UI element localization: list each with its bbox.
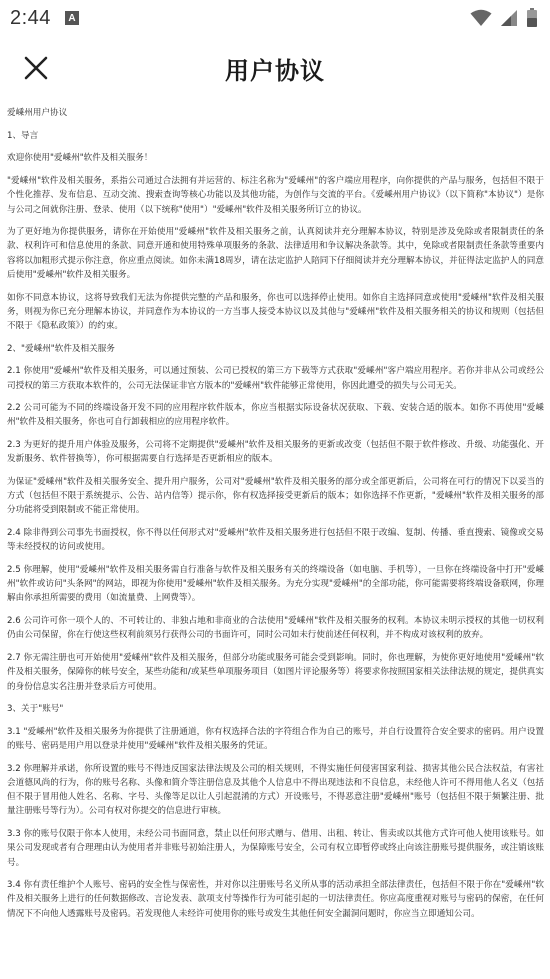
agreement-paragraph: 3.3 你的账号仅限于你本人使用，未经公司书面同意，禁止以任何形式赠与、借用、出租、转让、售卖或以其他方式许可他人使用该账号。如果公司发现或者有合理理由认为使用者并非账号初始注册人，为保障账号安全，公司有权立即暂停或终止向该注册账号提供服务，或注销该账号。 (7, 829, 544, 868)
signal-icon (500, 9, 518, 27)
agreement-paragraph: "爱嵊州"软件及相关服务，系指公司通过合法拥有并运营的、标注名称为"爱嵊州"的客户端应用程序，向你提供的产品与服务，包括但不限于个性化推荐、发布信息、互动交流、搜索查询等核心功能以及其他功能，为创作与交流的平台。《爱嵊州用户协议》（以下简称"本协议"）是你与公司之间就你注册、登录、使用（以下统称"使用"）"爱嵊州"软件及相关服务所订立的协议。 (7, 176, 544, 215)
agreement-paragraph: 2.7 你无需注册也可开始使用"爱嵊州"软件及相关服务，但部分功能或服务可能会受到影响。同时，你也理解，为使你更好地使用"爱嵊州"软件及相关服务，保障你的帐号安全，某些功能和/或某些单项服务项目（如图片评论服务等）将要求你按照国家相关法律法规的规定，提供真实的身份信息实名注册并登录后方可使用。 (7, 653, 544, 692)
agreement-paragraph: 2.3 为更好的提升用户体验及服务，公司将不定期提供"爱嵊州"软件及相关服务的更新或改变（包括但不限于软件修改、升级、功能强化、开发新服务、软件替换等），你可根据需要自行选择是否更新相应的版本。 (7, 440, 544, 465)
section-title: 2、"爱嵊州"软件及相关服务 (7, 343, 115, 354)
agreement-paragraph: 如你不同意本协议，这将导致我们无法为你提供完整的产品和服务，你也可以选择停止使用。如你自主选择同意或使用"爱嵊州"软件及相关服务，则视为你已充分理解本协议，并同意作为本协议的一方当事人接受本协议以及其他与"爱嵊州"软件及相关服务相关的协议和规则（包括但不限于《隐私政策》）的约束。 (7, 292, 544, 331)
agreement-paragraph: 为保证"爱嵊州"软件及相关服务安全、提升用户服务，公司对"爱嵊州"软件及相关服务的部分或全部更新后，公司将在可行的情况下以妥当的方式（包括但不限于系统提示、公告、站内信等）提示你，你有权选择接受更新后的版本；如你选择不作更新，"爱嵊州"软件及相关服务的部分功能将受到限制或不能正常使用。 (7, 477, 544, 516)
agreement-paragraph: 3.4 你有责任维护个人账号、密码的安全性与保密性，并对你以注册账号名义所从事的活动承担全部法律责任，包括但不限于你在"爱嵊州"软件及相关服务上进行的任何数据修改、言论发表、款项支付等操作行为可能引起的一切法律责任。你应高度重视对账号与密码的保密，在任何情况下不向他人透露账号及密码。若发现他人未经许可使用你的账号或发生其他任何安全漏洞问题时，你应当立即通知公司。 (7, 880, 544, 919)
app-bar (0, 36, 550, 100)
battery-icon (526, 8, 538, 28)
agreement-paragraph: 3.2 你理解并承诺，你所设置的账号不得违反国家法律法规及公司的相关规则，不得实施任何侵害国家利益、损害其他公民合法权益，有害社会道德风尚的行为，你的账号名称、头像和简介等注册信息及其他个人信息中不得出现违法和不良信息，未经他人许可不得用他人名义（包括但不限于冒用他人姓名、名称、字号、头像等足以让人引起混淆的方式）开设账号，不得恶意注册"爱嵊州"账号（包括但不限于频繁注册、批量注册账号等行为）。公司有权对你提交的信息进行审核。 (7, 763, 544, 817)
notification-icon: A (65, 11, 79, 25)
wifi-icon (470, 9, 492, 27)
agreement-paragraph: 2.6 公司许可你一项个人的、不可转让的、非独占地和非商业的合法使用"爱嵊州"软件及相关服务的权利。本协议未明示授权的其他一切权利仍由公司保留，你在行使这些权利前须另行获得公司的书面许可，同时公司如未行使前述任何权利，并不构成对该权利的放弃。 (7, 616, 544, 641)
agreement-content[interactable] (0, 100, 550, 921)
section-title: 1、导言 (7, 130, 39, 141)
close-button[interactable] (16, 48, 56, 88)
section-title: 3、关于"账号" (7, 704, 64, 715)
agreement-paragraph: 欢迎你使用"爱嵊州"软件及相关服务！ (7, 153, 153, 164)
agreement-paragraph: 为了更好地为你提供服务，请你在开始使用"爱嵊州"软件及相关服务之前，认真阅读并充分理解本协议，特别是涉及免除或者限制责任的条款、权利许可和信息使用的条款、同意开通和使用特殊单项服务的条款、法律适用和争议解决条款等。其中，免除或者限制责任条款等重要内容将以加粗形式提示你注意，你应重点阅读。如你未满18周岁，请在法定监护人陪同下仔细阅读并充分理解本协议，并征得法定监护人的同意后使用"爱嵊州"软件及相关服务。 (7, 227, 544, 280)
status-icons (470, 8, 538, 28)
status-time: 2:44 (10, 6, 51, 29)
agreement-paragraph: 2.5 你理解，使用"爱嵊州"软件及相关服务需自行准备与软件及相关服务有关的终端设备（如电脑、手机等），一旦你在终端设备中打开"爱嵊州"软件或访问"头条网"的网站，即视为你使用"爱嵊州"软件及相关服务。为充分实现"爱嵊州"的全部功能，你可能需要将终端设备联网，你理解由你承担所需要的费用（如流量费、上网费等）。 (7, 565, 544, 604)
status-bar (0, 0, 550, 36)
agreement-paragraph: 2.2 公司可能为不同的终端设备开发不同的应用程序软件版本，你应当根据实际设备状况获取、下载、安装合适的版本。如你不再使用"爱嵊州"软件及相关服务，你也可自行卸载相应的应用程序软件。 (7, 403, 544, 428)
agreement-paragraph: 2.4 除非得到公司事先书面授权，你不得以任何形式对"爱嵊州"软件及相关服务进行包括但不限于改编、复制、传播、垂直搜索、镜像或交易等未经授权的访问或使用。 (7, 528, 544, 553)
agreement-paragraph: 2.1 你使用"爱嵊州"软件及相关服务，可以通过预装、公司已授权的第三方下载等方式获取"爱嵊州"客户端应用程序。若你并非从公司或经公司授权的第三方获取本软件的，公司无法保证非官方版本的"爱嵊州"软件能够正常使用，你因此遭受的损失与公司无关。 (7, 366, 544, 391)
page-title: 用户协议 (225, 56, 325, 85)
close-icon (24, 56, 48, 80)
agreement-heading: 爱嵊州用户协议 (7, 108, 68, 118)
agreement-paragraph: 3.1 "爱嵊州"软件及相关服务为你提供了注册通道，你有权选择合法的字符组合作为自己的账号，并自行设置符合安全要求的密码。用户设置的账号、密码是用户用以登录并使用"爱嵊州"软件及相关服务的凭证。 (7, 726, 544, 752)
